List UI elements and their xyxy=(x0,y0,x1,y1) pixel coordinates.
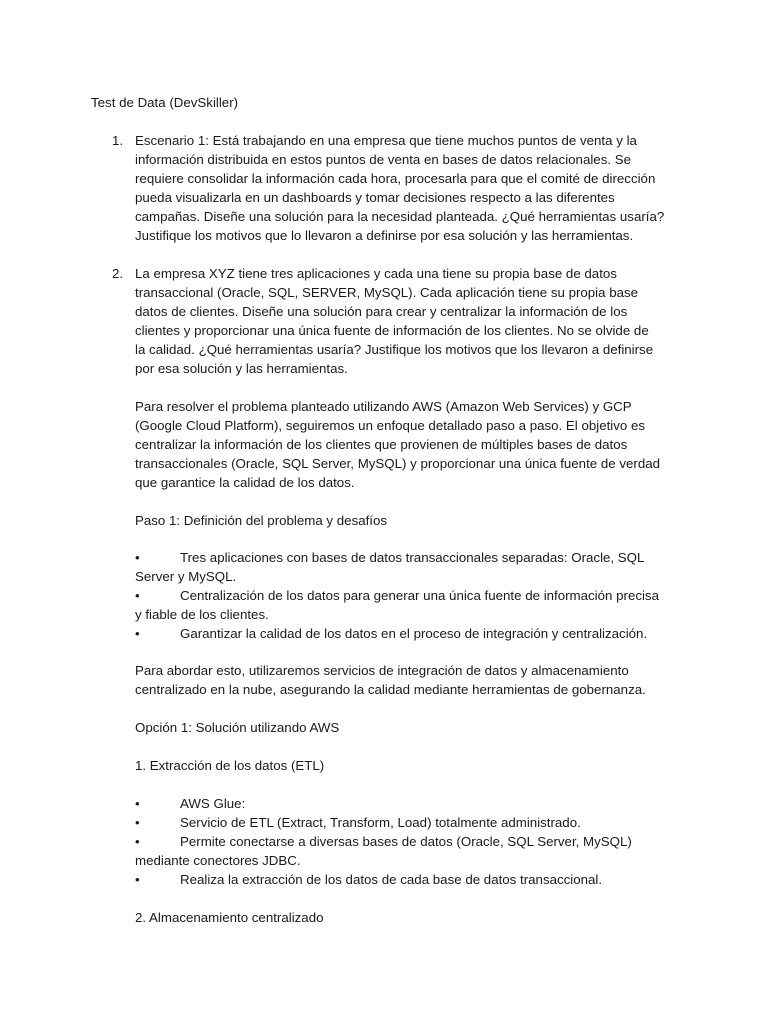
scenario-1-paragraph xyxy=(135,131,664,245)
list-item xyxy=(135,586,659,605)
text-line: requiere consolidar la información cada hora, procesarla para que el comité de dirección xyxy=(135,171,656,186)
text-line: Para resolver el problema planteado utilizando AWS (Amazon Web Services) y GCP xyxy=(135,399,632,414)
text-line: la calidad. ¿Qué herramientas usaría? Justifique los motivos que los llevaron a definirse xyxy=(135,342,654,357)
list-item xyxy=(135,624,647,643)
bullet-continuation: y fiable de los clientes. xyxy=(135,607,269,622)
bullet-icon: • xyxy=(135,834,140,849)
bullet-icon: • xyxy=(135,872,140,887)
list-item xyxy=(135,548,644,567)
bullet-icon: • xyxy=(135,815,140,830)
etl-heading: 1. Extracción de los datos (ETL) xyxy=(135,758,325,773)
list-item xyxy=(135,813,581,832)
bullet-text: Garantizar la calidad de los datos en el proceso de integración y centralización. xyxy=(180,626,648,641)
bullet-text: AWS Glue: xyxy=(180,796,246,811)
bullet-icon: • xyxy=(135,588,140,603)
text-line: La empresa XYZ tiene tres aplicaciones y cada una tiene su propia base de datos xyxy=(135,266,617,281)
bullet-icon: • xyxy=(135,796,140,811)
list-number-2: 2. xyxy=(112,266,124,281)
step1-heading: Paso 1: Definición del problema y desafíos xyxy=(135,513,388,528)
text-line: transaccionales (Oracle, SQL Server, MySQL) y proporcionar una única fuente de verdad xyxy=(135,456,660,471)
bullet-text: Tres aplicaciones con bases de datos transaccionales separadas: Oracle, SQL xyxy=(180,550,645,565)
text-line: datos de clientes. Diseñe una solución para crear y centralizar la información de los xyxy=(135,304,628,319)
text-line: transaccional (Oracle, SQL, SERVER, MySQL). Cada aplicación tiene su propia base xyxy=(135,285,639,300)
list-item xyxy=(135,832,632,851)
text-line: Escenario 1: Está trabajando en una empresa que tiene muchos puntos de venta y la xyxy=(135,133,637,148)
bullet-continuation: Server y MySQL. xyxy=(135,569,237,584)
bullet-text: Permite conectarse a diversas bases de datos (Oracle, SQL Server, MySQL) xyxy=(180,834,632,849)
bullet-icon: • xyxy=(135,550,140,565)
bullet-text: Servicio de ETL (Extract, Transform, Load) totalmente administrado. xyxy=(180,815,581,830)
approach-paragraph xyxy=(135,661,646,699)
option1-heading: Opción 1: Solución utilizando AWS xyxy=(135,720,340,735)
list-item xyxy=(135,870,602,889)
bullet-text: Centralización de los datos para generar una única fuente de información precisa xyxy=(180,588,659,603)
document-title: Test de Data (DevSkiller) xyxy=(91,95,239,110)
list-number-1: 1. xyxy=(112,133,124,148)
text-line: Justifique los motivos que lo llevaron a definirse por esa solución y las herramientas. xyxy=(135,228,634,243)
text-line: centralizado en la nube, asegurando la calidad mediante herramientas de gobernanza. xyxy=(135,682,646,697)
text-line: por esa solución y las herramientas. xyxy=(135,361,348,376)
scenario-2-paragraph xyxy=(135,264,653,378)
text-line: centralizar la información de los clientes que provienen de múltiples bases de datos xyxy=(135,437,628,452)
text-line: Para abordar esto, utilizaremos servicios de integración de datos y almacenamiento xyxy=(135,663,629,678)
bullet-text: Realiza la extracción de los datos de cada base de datos transaccional. xyxy=(180,872,603,887)
text-line: (Google Cloud Platform), seguiremos un enfoque detallado paso a paso. El objetivo es xyxy=(135,418,646,433)
text-line: pueda visualizarla en un dashboards y tomar decisiones respecto a las diferentes xyxy=(135,190,615,205)
text-line: que garantice la calidad de los datos. xyxy=(135,475,355,490)
list-item xyxy=(135,794,245,813)
text-line: campañas. Diseñe una solución para la necesidad planteada. ¿Qué herramientas usaría? xyxy=(135,209,665,224)
bullet-icon: • xyxy=(135,626,140,641)
text-line: clientes y proporcionar una única fuente de información de los clientes. No se olvide de xyxy=(135,323,649,338)
storage-heading: 2. Almacenamiento centralizado xyxy=(135,910,324,925)
text-line: información distribuida en estos puntos de venta en bases de datos relacionales. Se xyxy=(135,152,631,167)
intro-paragraph xyxy=(135,397,660,492)
bullet-continuation: mediante conectores JDBC. xyxy=(135,853,301,868)
